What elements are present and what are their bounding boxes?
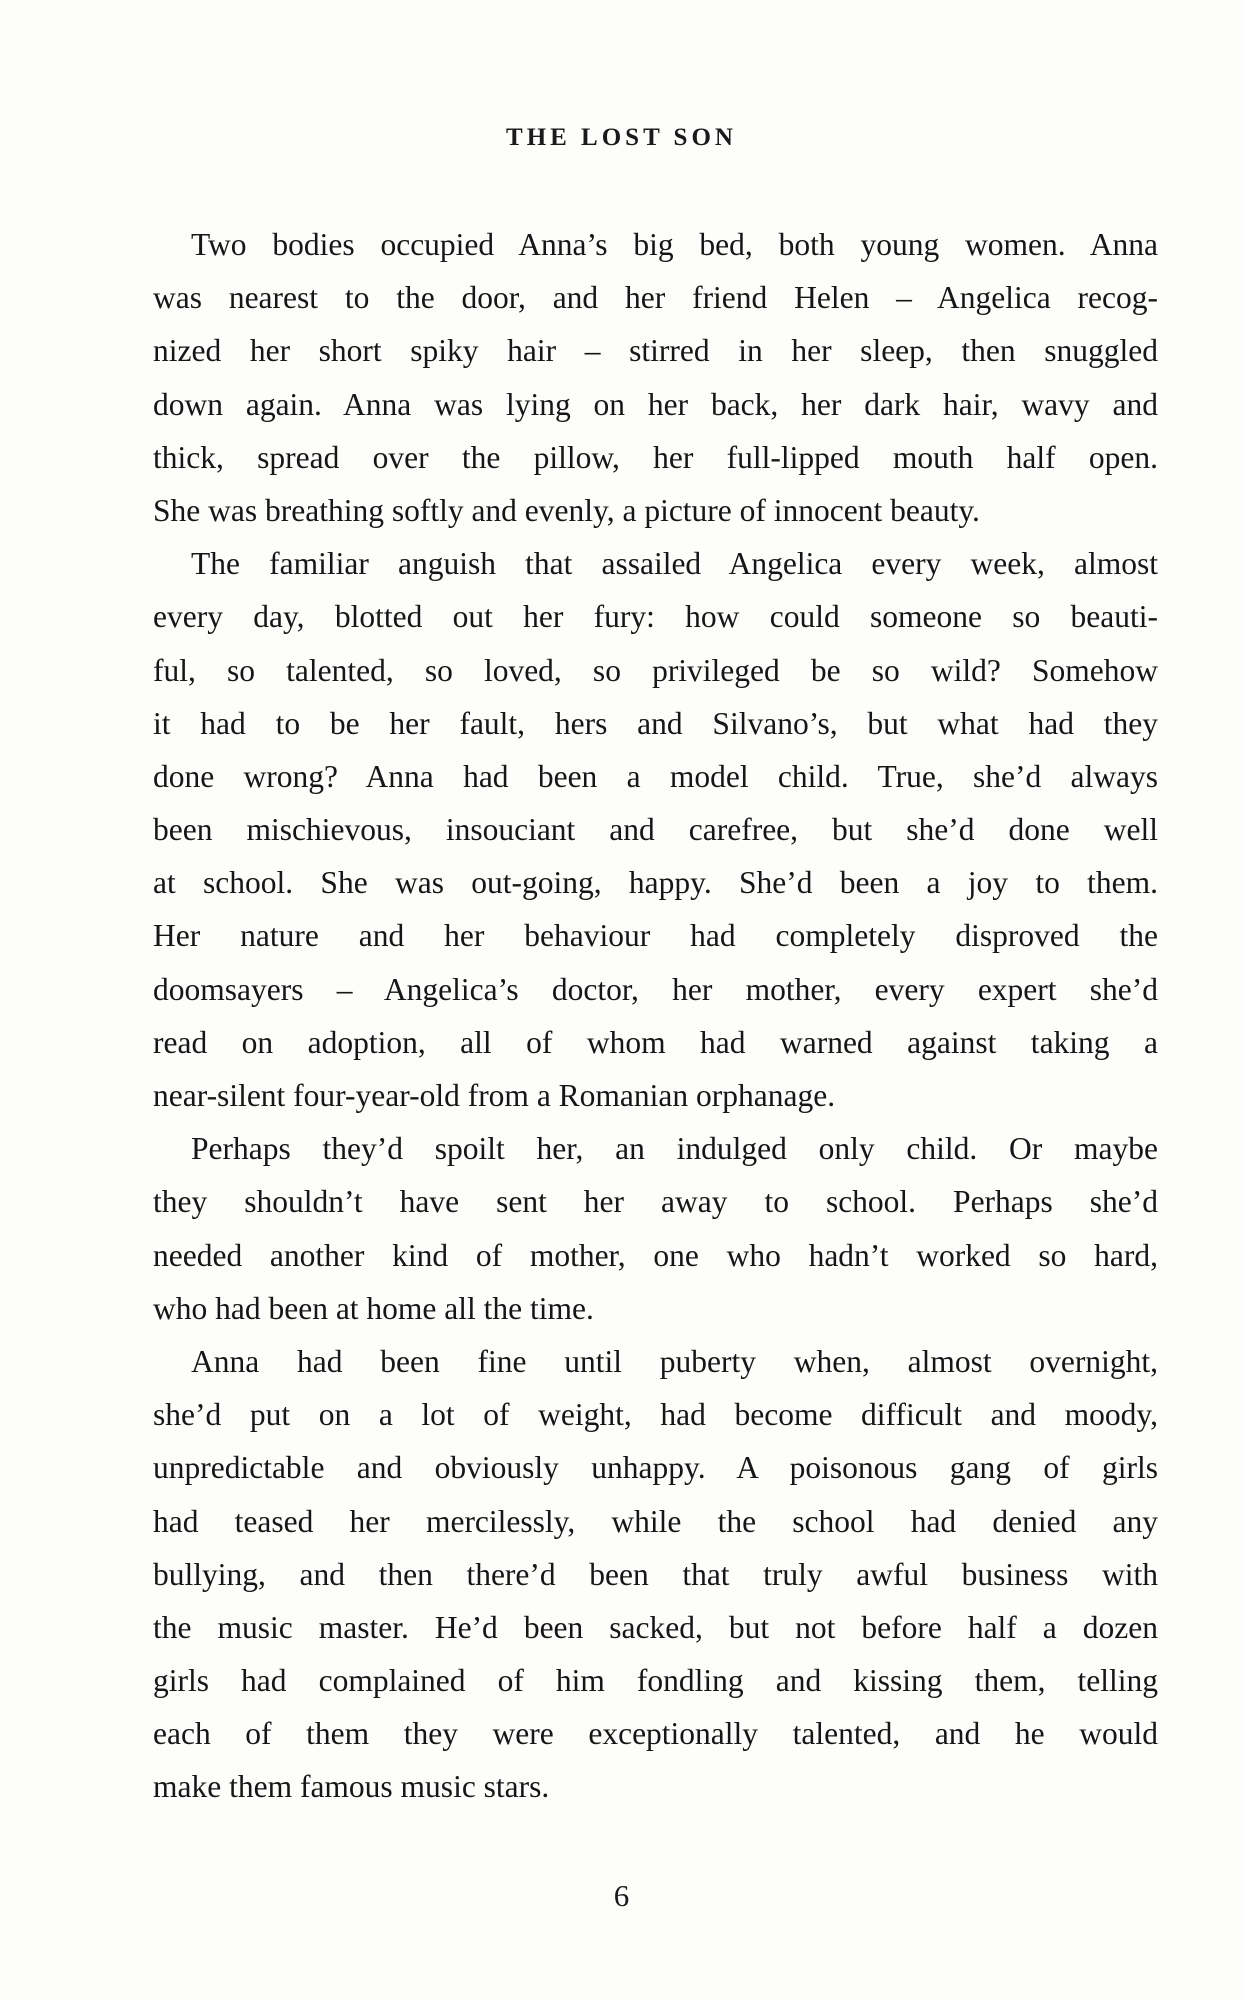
page-number: 6 (613, 1878, 630, 1913)
text-line: Anna had been fine until puberty when, almost overnight, (191, 1343, 1158, 1379)
text-line: they shouldn’t have sent her away to school. Perhaps she’d (153, 1184, 1158, 1220)
body-text (153, 218, 1158, 1814)
text-line: nized her short spiky hair – stirred in her sleep, then snuggled (153, 333, 1158, 369)
text-line: make them famous music stars. (153, 1769, 550, 1805)
text-line: she’d put on a lot of weight, had become difficult and moody, (153, 1397, 1158, 1433)
text-line: near-silent four-year-old from a Romanian orphanage. (153, 1078, 836, 1113)
text-line: Two bodies occupied Anna’s big bed, both young women. Anna (191, 227, 1158, 262)
text-line: was nearest to the door, and her friend Helen – Angelica recog- (153, 280, 1158, 316)
text-line: doomsayers – Angelica’s doctor, her mother, every expert she’d (153, 971, 1158, 1007)
text-line: needed another kind of mother, one who hadn’t worked so hard, (153, 1237, 1158, 1273)
running-title: THE LOST SON (506, 124, 737, 151)
text-line: the music master. He’d been sacked, but not before half a dozen (153, 1609, 1158, 1645)
text-line: done wrong? Anna had been a model child. True, she’d always (153, 758, 1158, 794)
text-line: girls had complained of him fondling and kissing them, telling (153, 1663, 1158, 1699)
text-line: had teased her mercilessly, while the school had denied any (153, 1503, 1158, 1539)
text-line: The familiar anguish that assailed Angelica every week, almost (191, 546, 1158, 582)
text-line: at school. She was out-going, happy. She’d been a joy to them. (153, 865, 1158, 901)
text-line: every day, blotted out her fury: how could someone so beauti- (153, 599, 1158, 635)
text-line: Her nature and her behaviour had completely disproved the (153, 918, 1158, 954)
text-line: read on adoption, all of whom had warned against taking a (153, 1024, 1158, 1060)
text-line: ful, so talented, so loved, so privileged be so wild? Somehow (153, 652, 1158, 688)
text-line: each of them they were exceptionally talented, and he would (153, 1716, 1158, 1752)
text-line: unpredictable and obviously unhappy. A poisonous gang of girls (153, 1450, 1158, 1486)
text-line: been mischievous, insouciant and carefree, but she’d done well (153, 812, 1158, 848)
text-line: it had to be her fault, hers and Silvano’s, but what had they (153, 705, 1158, 741)
text-line: bullying, and then there’d been that truly awful business with (153, 1556, 1158, 1592)
text-line: thick, spread over the pillow, her full-lipped mouth half open. (153, 439, 1158, 475)
text-line: Perhaps they’d spoilt her, an indulged only child. Or maybe (191, 1131, 1158, 1167)
text-line: who had been at home all the time. (153, 1290, 594, 1326)
text-line: down again. Anna was lying on her back, her dark hair, wavy and (153, 386, 1158, 422)
text-line: She was breathing softly and evenly, a picture of innocent beauty. (153, 492, 980, 528)
